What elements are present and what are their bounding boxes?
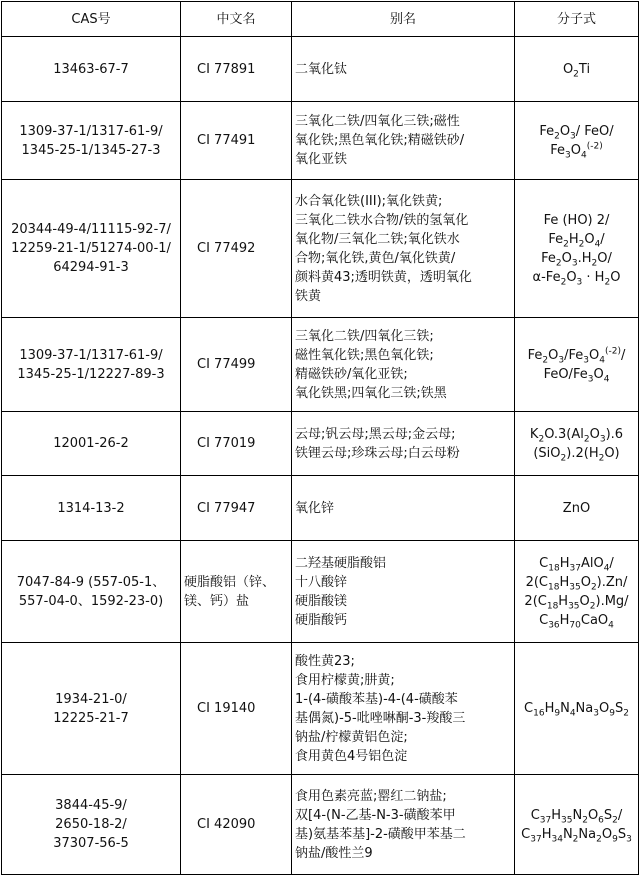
cosmetic-colorant-table — [1, 1, 639, 875]
table-row — [2, 643, 639, 775]
alias-line: 硬脂酸钙 — [295, 612, 348, 628]
alias-line: 铁黄 — [295, 288, 322, 304]
formula-line: Fe (HO) 2/ — [543, 212, 610, 228]
cas-cell — [2, 476, 181, 541]
table-row — [2, 775, 639, 875]
alias-cell — [292, 37, 515, 102]
formula-line: $C_{18}H_{37}AlO_4/$ — [539, 555, 614, 574]
cas-number: 1314-13-2 — [57, 500, 125, 516]
header-formula: 分子式 — [515, 2, 639, 37]
alias-cell — [292, 775, 515, 875]
alias-line: 食用色素亮蓝;罂红二钠盐; — [295, 788, 447, 804]
header-row — [2, 2, 639, 37]
formula-line: $C_{37}H_{35}N_2O_6S_2/$ — [530, 807, 623, 826]
alias-line: 合物;氧化铁,黄色/氧化铁黄/ — [295, 250, 456, 266]
table-row — [2, 476, 639, 541]
cas-number: 20344-49-4/11115-92-7/ — [11, 222, 171, 237]
alias-line: 食用柠檬黄;肼黄; — [295, 672, 395, 688]
alias-line: 食用黄色4号铝色淀 — [295, 748, 408, 764]
cn-name-cell: CI 77499 — [181, 318, 292, 412]
alias-line: 铁锂云母;珍珠云母;白云母粉 — [295, 445, 460, 461]
formula-line: $C_{37}H_{34}N_2Na_2O_9S_3$ — [521, 826, 632, 845]
alias-line: 氧化亚铁 — [295, 152, 348, 167]
cn-name-cell: CI 42090 — [181, 775, 292, 875]
alias-line: 颜料黄43;透明铁黄，透明氧化 — [295, 269, 472, 285]
table-row — [2, 180, 639, 318]
formula-cell — [515, 180, 639, 318]
cas-cell — [2, 102, 181, 180]
cn-name-cell: CI 77491 — [181, 102, 292, 180]
header-cn-name: 中文名 — [181, 2, 292, 37]
alias-line: 氧化物/三氧化二铁;氧化铁水 — [295, 231, 460, 247]
table-row — [2, 102, 639, 180]
alias-line: 二氧化钛 — [295, 61, 348, 77]
formula-cell — [515, 476, 639, 541]
formula-line: $(SiO_2).2(H_2O)$ — [533, 445, 620, 464]
cn-name-cell: CI 77947 — [181, 476, 292, 541]
cas-number: 12001-26-2 — [53, 436, 129, 451]
table-row — [2, 412, 639, 476]
formula-line: $Fe_2O_3/Fe_3O_4^{(-2)}/$ — [527, 346, 626, 366]
table-row — [2, 541, 639, 643]
alias-line: 酸性黄23; — [295, 653, 355, 669]
alias-line: 水合氧化铁(III);氧化铁黄; — [295, 193, 443, 209]
formula-line: ZnO — [562, 500, 591, 516]
cas-number: 64294-91-3 — [53, 260, 129, 275]
header-cas: CAS号 — [2, 2, 181, 37]
alias-cell — [292, 476, 515, 541]
alias-line: 磁性氧化铁;黑色氧化铁; — [295, 347, 434, 363]
table-row — [2, 37, 639, 102]
alias-cell — [292, 541, 515, 643]
alias-line: 精磁铁砂/氧化亚铁; — [295, 366, 408, 382]
alias-line: 双[4-(N-乙基-N-3-磺酸苯甲 — [295, 807, 456, 823]
formula-line: $Fe_2O_3/$ FeO/ — [539, 123, 614, 142]
cn-name-cell: CI 77019 — [181, 412, 292, 476]
alias-line: 1-(4-磺酸苯基)-4-(4-磺酸苯 — [295, 691, 458, 707]
cas-number: 37307-56-5 — [53, 836, 129, 851]
cn-name-cell: CI 77492 — [181, 180, 292, 318]
formula-cell — [515, 318, 639, 412]
formula-cell — [515, 775, 639, 875]
formula-line: FeO/$Fe_3O_4$ — [543, 366, 610, 385]
cas-cell — [2, 318, 181, 412]
cas-cell — [2, 643, 181, 775]
formula-cell — [515, 37, 639, 102]
cas-number: 7047-84-9 (557-05-1、 — [16, 574, 166, 590]
cas-cell — [2, 412, 181, 476]
alias-line: 钠盐/柠檬黄铝色淀; — [295, 729, 408, 745]
cas-cell — [2, 775, 181, 875]
cas-number: 3844-45-9/ — [55, 798, 127, 813]
formula-line: $Fe_3O_4^{(-2)}$ — [550, 141, 603, 161]
cas-number: 1309-37-1/1317-61-9/ — [19, 123, 163, 139]
cas-number: 557-04-0、1592-23-0) — [18, 593, 164, 609]
alias-line: 十八酸锌 — [295, 574, 348, 590]
cas-number: 1309-37-1/1317-61-9/ — [19, 347, 163, 363]
formula-line: $C_{16}H_9N_4Na_3O_9S_2$ — [524, 701, 629, 719]
cas-number: 1934-21-0/ — [55, 691, 127, 707]
alias-cell — [292, 318, 515, 412]
formula-line: $K_2O.3(Al_2O_3).6$ — [529, 426, 624, 445]
formula-cell — [515, 643, 639, 775]
cas-number: 13463-67-7 — [53, 61, 129, 77]
formula-line: $\alpha-Fe_2O_3 \cdot H_2O$ — [532, 269, 621, 288]
cas-number: 1345-25-1/12227-89-3 — [17, 366, 165, 382]
formula-line: $Fe_2H_2O_4/$ — [548, 231, 605, 250]
alias-cell — [292, 412, 515, 476]
alias-line: 三氧化二铁/四氧化三铁;磁性 — [295, 114, 460, 129]
alias-cell — [292, 180, 515, 318]
cn-name-cell: CI 19140 — [181, 643, 292, 775]
formula-line: $O_2Ti$ — [562, 61, 591, 80]
cas-number: 12259-21-1/51274-00-1/ — [11, 241, 171, 256]
alias-line: 氧化锌 — [295, 500, 335, 516]
header-alias: 别名 — [292, 2, 515, 37]
formula-line: $Fe_2O_3.H_2O/$ — [541, 250, 612, 269]
cn-name-cell: CI 77891 — [181, 37, 292, 102]
cas-cell — [2, 180, 181, 318]
formula-cell — [515, 102, 639, 180]
table-row — [2, 318, 639, 412]
cas-number: 1345-25-1/1345-27-3 — [21, 142, 161, 158]
formula-line: $C_{36}H_{70}CaO_4$ — [539, 612, 614, 631]
alias-line: 三氧化二铁/四氧化三铁; — [295, 328, 434, 344]
alias-line: 三氧化二铁水合物/铁的氢氧化 — [295, 212, 469, 228]
alias-line: 氧化铁;黑色氧化铁;精磁铁砂/ — [295, 133, 465, 148]
alias-line: 氧化铁黑;四氧化三铁;铁黑 — [295, 385, 447, 401]
alias-line: 云母;钒云母;黑云母;金云母; — [295, 426, 456, 442]
alias-cell — [292, 102, 515, 180]
alias-line: 钠盐/酸性兰9 — [295, 845, 373, 861]
cas-number: 12225-21-7 — [53, 710, 129, 726]
cas-cell — [2, 541, 181, 643]
alias-cell — [292, 643, 515, 775]
formula-cell — [515, 412, 639, 476]
cn-name-cell: 硬脂酸铝（锌、镁、钙）盐 — [181, 541, 292, 643]
alias-line: 基)氨基苯基]-2-磺酸甲苯基二 — [295, 826, 466, 842]
alias-line: 二羟基硬脂酸铝 — [295, 555, 387, 571]
formula-line: $2(C_{18}H_{35}O_2).Mg/$ — [524, 593, 629, 612]
alias-line: 硬脂酸镁 — [295, 593, 348, 609]
formula-line: $2(C_{18}H_{35}O_2).Zn/$ — [525, 574, 628, 593]
alias-line: 基偶氮)-5-吡唑啉酮-3-羧酸三 — [295, 710, 466, 726]
cas-cell — [2, 37, 181, 102]
cas-number: 2650-18-2/ — [55, 817, 127, 832]
formula-cell — [515, 541, 639, 643]
